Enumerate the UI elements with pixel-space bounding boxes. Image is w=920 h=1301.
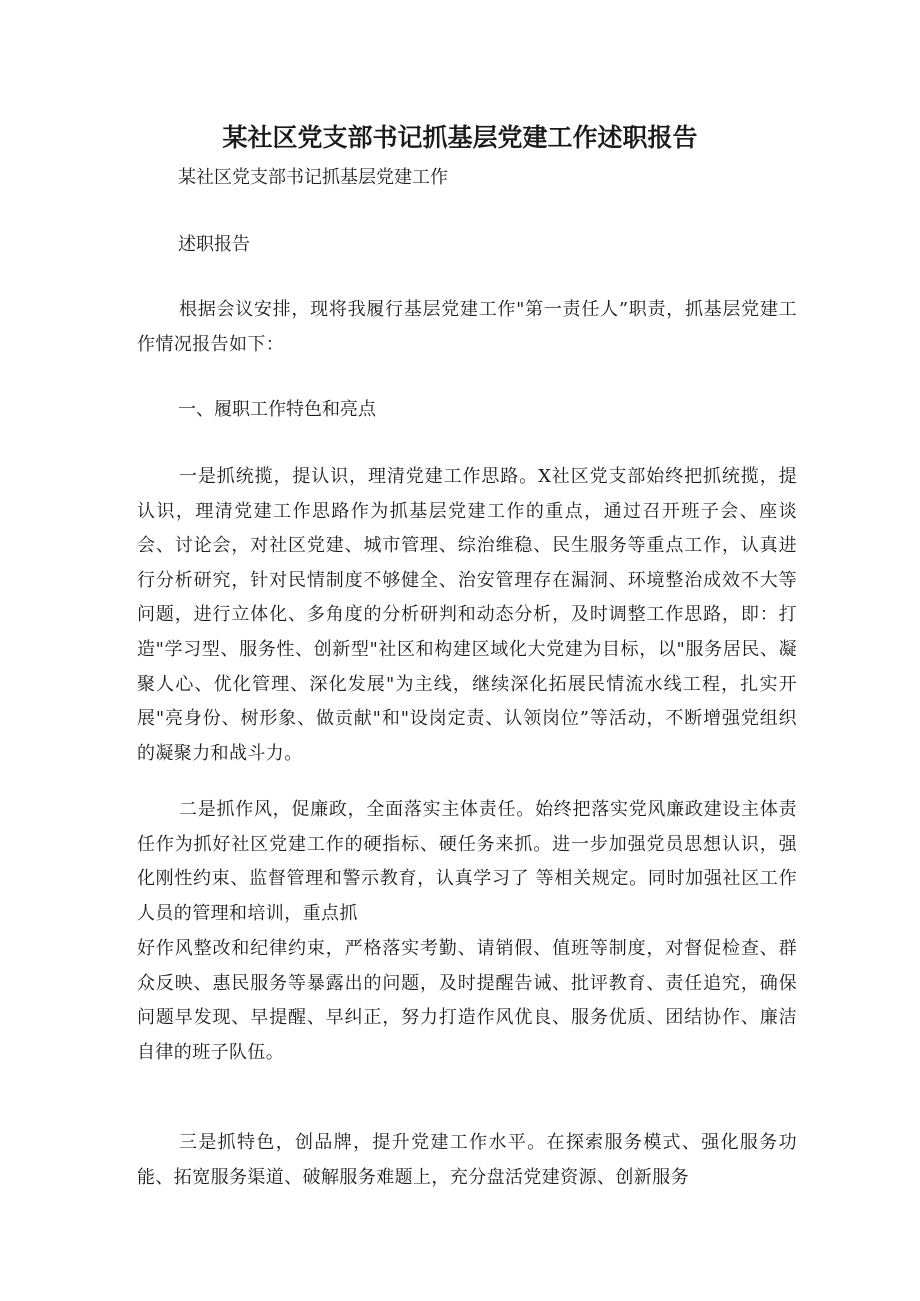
intro-paragraph: 根据会议安排，现将我履行基层党建工作"第一责任人”职责，抓基层党建工作情况报告如下： <box>137 299 797 355</box>
subtitle-line-1: 某社区党支部书记抓基层党建工作 <box>178 167 448 188</box>
paragraph-2-part-2: 好作风整改和纪律约束，严格落实考勤、请销假、值班等制度，对督促检查、群众反映、惠民服务等暴露出的问题，及时提醒告诫、批评教育、责任追究，确保问题早发现、早提醒、早纠正，努力打造作风优良、服务优质、团结协作、廉洁自律的班子队伍。 <box>137 938 797 1063</box>
paragraph-1: 一是抓统揽，提认识，理清党建工作思路。X社区党支部始终把抓统揽，提认识，理清党建工作思路作为抓基层党建工作的重点，通过召开班子会、座谈会、讨论会，对社区党建、城市管理、综治维稳、民生服务等重点工作，认真进行分析研究，针对民情制度不够健全、治安管理存在漏洞、环境整治成效不大等问题，进行立体化、多角度的分析研判和动态分析，及时调整工作思路，即：打造"学习型、服务性、创新型"社区和构建区域化大党建为目标，以"服务居民、凝聚人心、优化管理、深化发展"为主线，继续深化拓展民情流水线工程，扎实开展"亮身份、树形象、做贡献"和"设岗定责、认领岗位”等活动，不断增强党组织的凝聚力和战斗力。 <box>137 466 797 764</box>
paragraph-3: 三是抓特色，创品牌，提升党建工作水平。在探索服务模式、强化服务功能、拓宽服务渠道、破解服务难题上，充分盘活党建资源、创新服务 <box>137 1132 797 1188</box>
subtitle-line-2: 述职报告 <box>178 234 250 255</box>
section-heading: 一、履职工作特色和亮点 <box>178 399 376 420</box>
paragraph-2-part-1: 二是抓作风，促廉政，全面落实主体责任。始终把落实党风廉政建设主体责任作为抓好社区党建工作的硬指标、硬任务来抓。进一步加强党员思想认识，强化刚性约束、监督管理和警示教育，认真学习了 等相关规定。同时加强社区工作人员的管理和培训，重点抓 <box>137 799 797 924</box>
document-title: 某社区党支部书记抓基层党建工作述职报告 <box>222 123 698 152</box>
